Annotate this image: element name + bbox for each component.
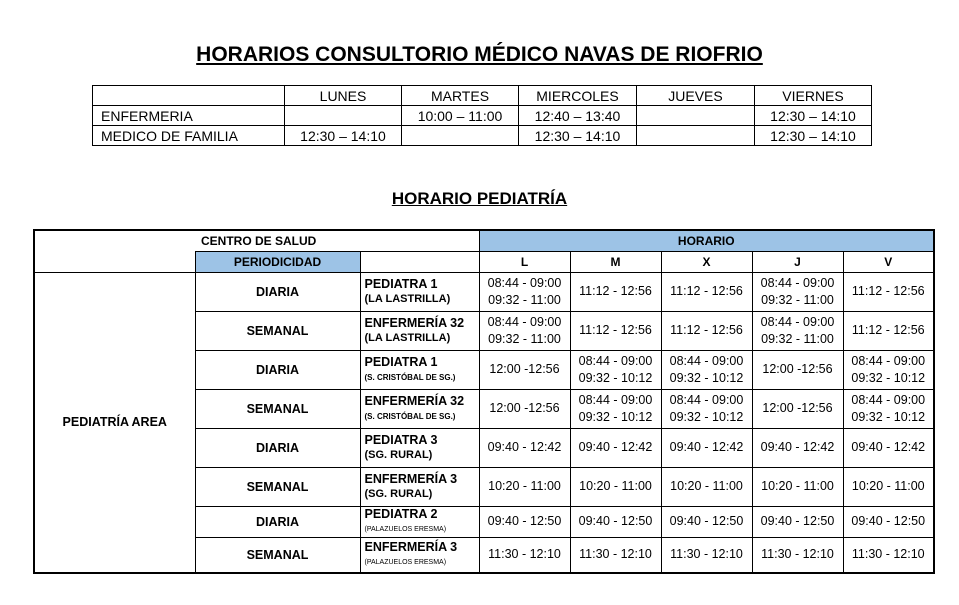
time-cell bbox=[843, 311, 934, 350]
time-cell bbox=[479, 537, 570, 573]
periodicity-cell: DIARIA bbox=[195, 506, 360, 537]
day-header: VIERNES bbox=[755, 86, 872, 106]
time-range: 11:12 - 12:56 bbox=[851, 284, 925, 298]
time-cell bbox=[570, 389, 661, 428]
time-range: 09:40 - 12:42 bbox=[669, 440, 744, 454]
time-cell: 12:40 – 13:40 bbox=[519, 106, 637, 126]
time-cell bbox=[479, 506, 570, 537]
time-cell bbox=[637, 106, 755, 126]
time-cell bbox=[752, 537, 843, 573]
periodicity-cell: SEMANAL bbox=[195, 389, 360, 428]
area-cell: PEDIATRÍA AREA bbox=[34, 272, 195, 573]
provider-cell bbox=[360, 350, 479, 389]
time-cell bbox=[843, 467, 934, 506]
main-title: HORARIOS CONSULTORIO MÉDICO NAVAS DE RIOFRIO bbox=[196, 43, 763, 66]
time-cell bbox=[479, 428, 570, 467]
day-letter: J bbox=[752, 251, 843, 272]
row-label: MEDICO DE FAMILIA bbox=[93, 126, 285, 146]
time-cell bbox=[661, 506, 752, 537]
time-range: 11:12 - 12:56 bbox=[670, 284, 743, 298]
blank-cell bbox=[34, 251, 195, 272]
time-cell bbox=[570, 311, 661, 350]
time-cell bbox=[570, 428, 661, 467]
periodicity-cell: SEMANAL bbox=[195, 311, 360, 350]
provider-location: (SG. RURAL) bbox=[364, 448, 433, 461]
time-range: 09:32 - 10:12 bbox=[851, 370, 926, 385]
periodicity-cell: DIARIA bbox=[195, 350, 360, 389]
periodicity-cell: SEMANAL bbox=[195, 467, 360, 506]
provider-location: (LA LASTRILLA) bbox=[364, 292, 451, 305]
provider-cell bbox=[360, 506, 479, 537]
time-range: 08:44 - 09:00 bbox=[487, 275, 562, 290]
time-range: 11:30 - 12:10 bbox=[579, 547, 652, 562]
provider-location: (S. CRISTÓBAL DE SG.) bbox=[364, 372, 456, 382]
time-range: 09:32 - 10:12 bbox=[578, 370, 653, 385]
time-range: 09:40 - 12:50 bbox=[760, 514, 835, 528]
provider-cell bbox=[360, 389, 479, 428]
provider-name: ENFERMERÍA 3 bbox=[364, 471, 458, 486]
pediatria-title: HORARIO PEDIATRÍA bbox=[391, 189, 568, 208]
provider-cell bbox=[360, 537, 479, 573]
day-letter: V bbox=[843, 251, 934, 272]
time-range: 09:40 - 12:50 bbox=[851, 514, 926, 528]
time-range: 09:40 - 12:50 bbox=[578, 514, 653, 528]
time-cell bbox=[752, 506, 843, 537]
time-range: 11:30 - 12:10 bbox=[851, 547, 925, 562]
time-range: 10:20 - 11:00 bbox=[761, 479, 834, 493]
time-range: 08:44 - 09:00 bbox=[578, 353, 653, 368]
time-cell bbox=[661, 537, 752, 573]
provider-name: PEDIATRA 2 bbox=[364, 506, 438, 521]
time-range: 08:44 - 09:00 bbox=[760, 314, 835, 329]
top-corner-cell bbox=[93, 86, 285, 106]
ped-header-row-2 bbox=[34, 251, 934, 272]
time-range: 08:44 - 09:00 bbox=[760, 275, 835, 290]
time-cell bbox=[843, 272, 934, 311]
time-cell: 12:30 – 14:10 bbox=[519, 126, 637, 146]
time-cell bbox=[661, 311, 752, 350]
time-cell bbox=[570, 467, 661, 506]
day-header: JUEVES bbox=[637, 86, 755, 106]
provider-name: PEDIATRA 3 bbox=[364, 432, 438, 447]
time-range: 10:20 - 11:00 bbox=[488, 479, 561, 493]
time-cell bbox=[752, 389, 843, 428]
time-cell bbox=[479, 467, 570, 506]
blank-cell bbox=[360, 251, 479, 272]
time-cell bbox=[479, 311, 570, 350]
time-cell bbox=[752, 272, 843, 311]
periodicidad-header: PERIODICIDAD bbox=[195, 251, 360, 272]
time-range: 11:30 - 12:10 bbox=[761, 547, 834, 562]
time-range: 11:12 - 12:56 bbox=[670, 323, 743, 337]
time-cell bbox=[752, 311, 843, 350]
time-range: 12:00 -12:56 bbox=[762, 362, 833, 376]
time-cell bbox=[843, 506, 934, 537]
time-range: 09:40 - 12:42 bbox=[760, 440, 835, 454]
time-range: 10:20 - 11:00 bbox=[851, 479, 925, 493]
time-cell: 12:30 – 14:10 bbox=[285, 126, 402, 146]
time-range: 08:44 - 09:00 bbox=[851, 353, 926, 368]
time-range: 09:32 - 11:00 bbox=[488, 292, 561, 307]
time-cell bbox=[402, 126, 519, 146]
time-cell bbox=[637, 126, 755, 146]
provider-cell bbox=[360, 311, 479, 350]
horario-header: HORARIO bbox=[479, 230, 934, 251]
time-cell: 12:30 – 14:10 bbox=[755, 126, 872, 146]
centro-label: CENTRO DE SALUD bbox=[201, 233, 317, 248]
time-cell bbox=[570, 272, 661, 311]
time-cell bbox=[661, 350, 752, 389]
provider-name: ENFERMERÍA 32 bbox=[364, 315, 465, 330]
day-header: LUNES bbox=[285, 86, 402, 106]
pediatria-schedule-table bbox=[33, 229, 935, 574]
provider-location: (PALAZUELOS ERESMA) bbox=[364, 525, 447, 533]
periodicity-cell: DIARIA bbox=[195, 428, 360, 467]
provider-location: (LA LASTRILLA) bbox=[364, 331, 451, 344]
time-cell: 10:00 – 11:00 bbox=[402, 106, 519, 126]
time-cell bbox=[661, 389, 752, 428]
time-range: 08:44 - 09:00 bbox=[578, 392, 653, 407]
time-range: 09:32 - 11:00 bbox=[488, 331, 561, 346]
time-range: 09:32 - 10:12 bbox=[851, 409, 926, 424]
time-cell bbox=[479, 272, 570, 311]
provider-name: ENFERMERÍA 32 bbox=[364, 393, 465, 408]
top-row-medico bbox=[93, 126, 872, 146]
time-range: 11:30 - 12:10 bbox=[670, 547, 743, 562]
time-cell bbox=[843, 537, 934, 573]
time-range: 12:00 -12:56 bbox=[489, 401, 560, 415]
day-header: MARTES bbox=[402, 86, 519, 106]
time-cell bbox=[752, 350, 843, 389]
time-cell bbox=[570, 537, 661, 573]
time-range: 11:12 - 12:56 bbox=[579, 323, 652, 337]
time-cell bbox=[570, 506, 661, 537]
provider-name: ENFERMERÍA 3 bbox=[364, 539, 458, 554]
time-cell bbox=[752, 467, 843, 506]
ped-row bbox=[34, 272, 934, 311]
time-cell bbox=[661, 272, 752, 311]
day-header: MIERCOLES bbox=[519, 86, 637, 106]
time-range: 12:00 -12:56 bbox=[489, 362, 560, 376]
time-cell bbox=[479, 350, 570, 389]
time-cell bbox=[843, 350, 934, 389]
day-letter: L bbox=[479, 251, 570, 272]
time-range: 08:44 - 09:00 bbox=[669, 353, 744, 368]
time-cell bbox=[285, 106, 402, 126]
time-cell bbox=[752, 428, 843, 467]
time-cell bbox=[843, 428, 934, 467]
ped-header-row-1 bbox=[34, 230, 934, 251]
time-range: 10:20 - 11:00 bbox=[670, 479, 743, 493]
time-cell bbox=[661, 467, 752, 506]
time-range: 09:40 - 12:42 bbox=[851, 440, 926, 454]
ped-body bbox=[34, 272, 934, 573]
time-range: 09:40 - 12:50 bbox=[487, 514, 562, 528]
provider-cell bbox=[360, 428, 479, 467]
time-range: 09:40 - 12:50 bbox=[669, 514, 744, 528]
top-row-enfermeria bbox=[93, 106, 872, 126]
provider-location: (PALAZUELOS ERESMA) bbox=[364, 558, 447, 566]
blank-cell bbox=[34, 230, 195, 251]
time-range: 09:40 - 12:42 bbox=[578, 440, 653, 454]
provider-name: PEDIATRA 1 bbox=[364, 354, 438, 369]
time-range: 09:32 - 10:12 bbox=[669, 409, 744, 424]
provider-location: (SG. RURAL) bbox=[364, 487, 433, 500]
time-range: 11:12 - 12:56 bbox=[579, 284, 652, 298]
time-range: 09:40 - 12:42 bbox=[487, 440, 562, 454]
provider-cell bbox=[360, 467, 479, 506]
time-range: 11:12 - 12:56 bbox=[851, 323, 925, 337]
time-range: 08:44 - 09:00 bbox=[669, 392, 744, 407]
row-label: ENFERMERIA bbox=[93, 106, 285, 126]
time-range: 09:32 - 10:12 bbox=[669, 370, 744, 385]
time-cell bbox=[843, 389, 934, 428]
provider-name: PEDIATRA 1 bbox=[364, 276, 438, 291]
provider-cell bbox=[360, 272, 479, 311]
time-range: 10:20 - 11:00 bbox=[579, 479, 652, 493]
time-range: 09:32 - 10:12 bbox=[578, 409, 653, 424]
time-range: 09:32 - 11:00 bbox=[761, 331, 834, 346]
time-cell: 12:30 – 14:10 bbox=[755, 106, 872, 126]
time-range: 09:32 - 11:00 bbox=[761, 292, 834, 307]
time-cell bbox=[661, 428, 752, 467]
day-letter: M bbox=[570, 251, 661, 272]
day-letter: X bbox=[661, 251, 752, 272]
time-range: 08:44 - 09:00 bbox=[487, 314, 562, 329]
periodicity-cell: DIARIA bbox=[195, 272, 360, 311]
top-header-row bbox=[93, 86, 872, 106]
time-range: 11:30 - 12:10 bbox=[488, 547, 561, 562]
time-cell bbox=[570, 350, 661, 389]
provider-location: (S. CRISTÓBAL DE SG.) bbox=[364, 411, 456, 421]
periodicity-cell: SEMANAL bbox=[195, 537, 360, 573]
time-range: 08:44 - 09:00 bbox=[851, 392, 926, 407]
time-cell bbox=[479, 389, 570, 428]
time-range: 12:00 -12:56 bbox=[762, 401, 833, 415]
consultorio-schedule-table bbox=[92, 85, 872, 146]
